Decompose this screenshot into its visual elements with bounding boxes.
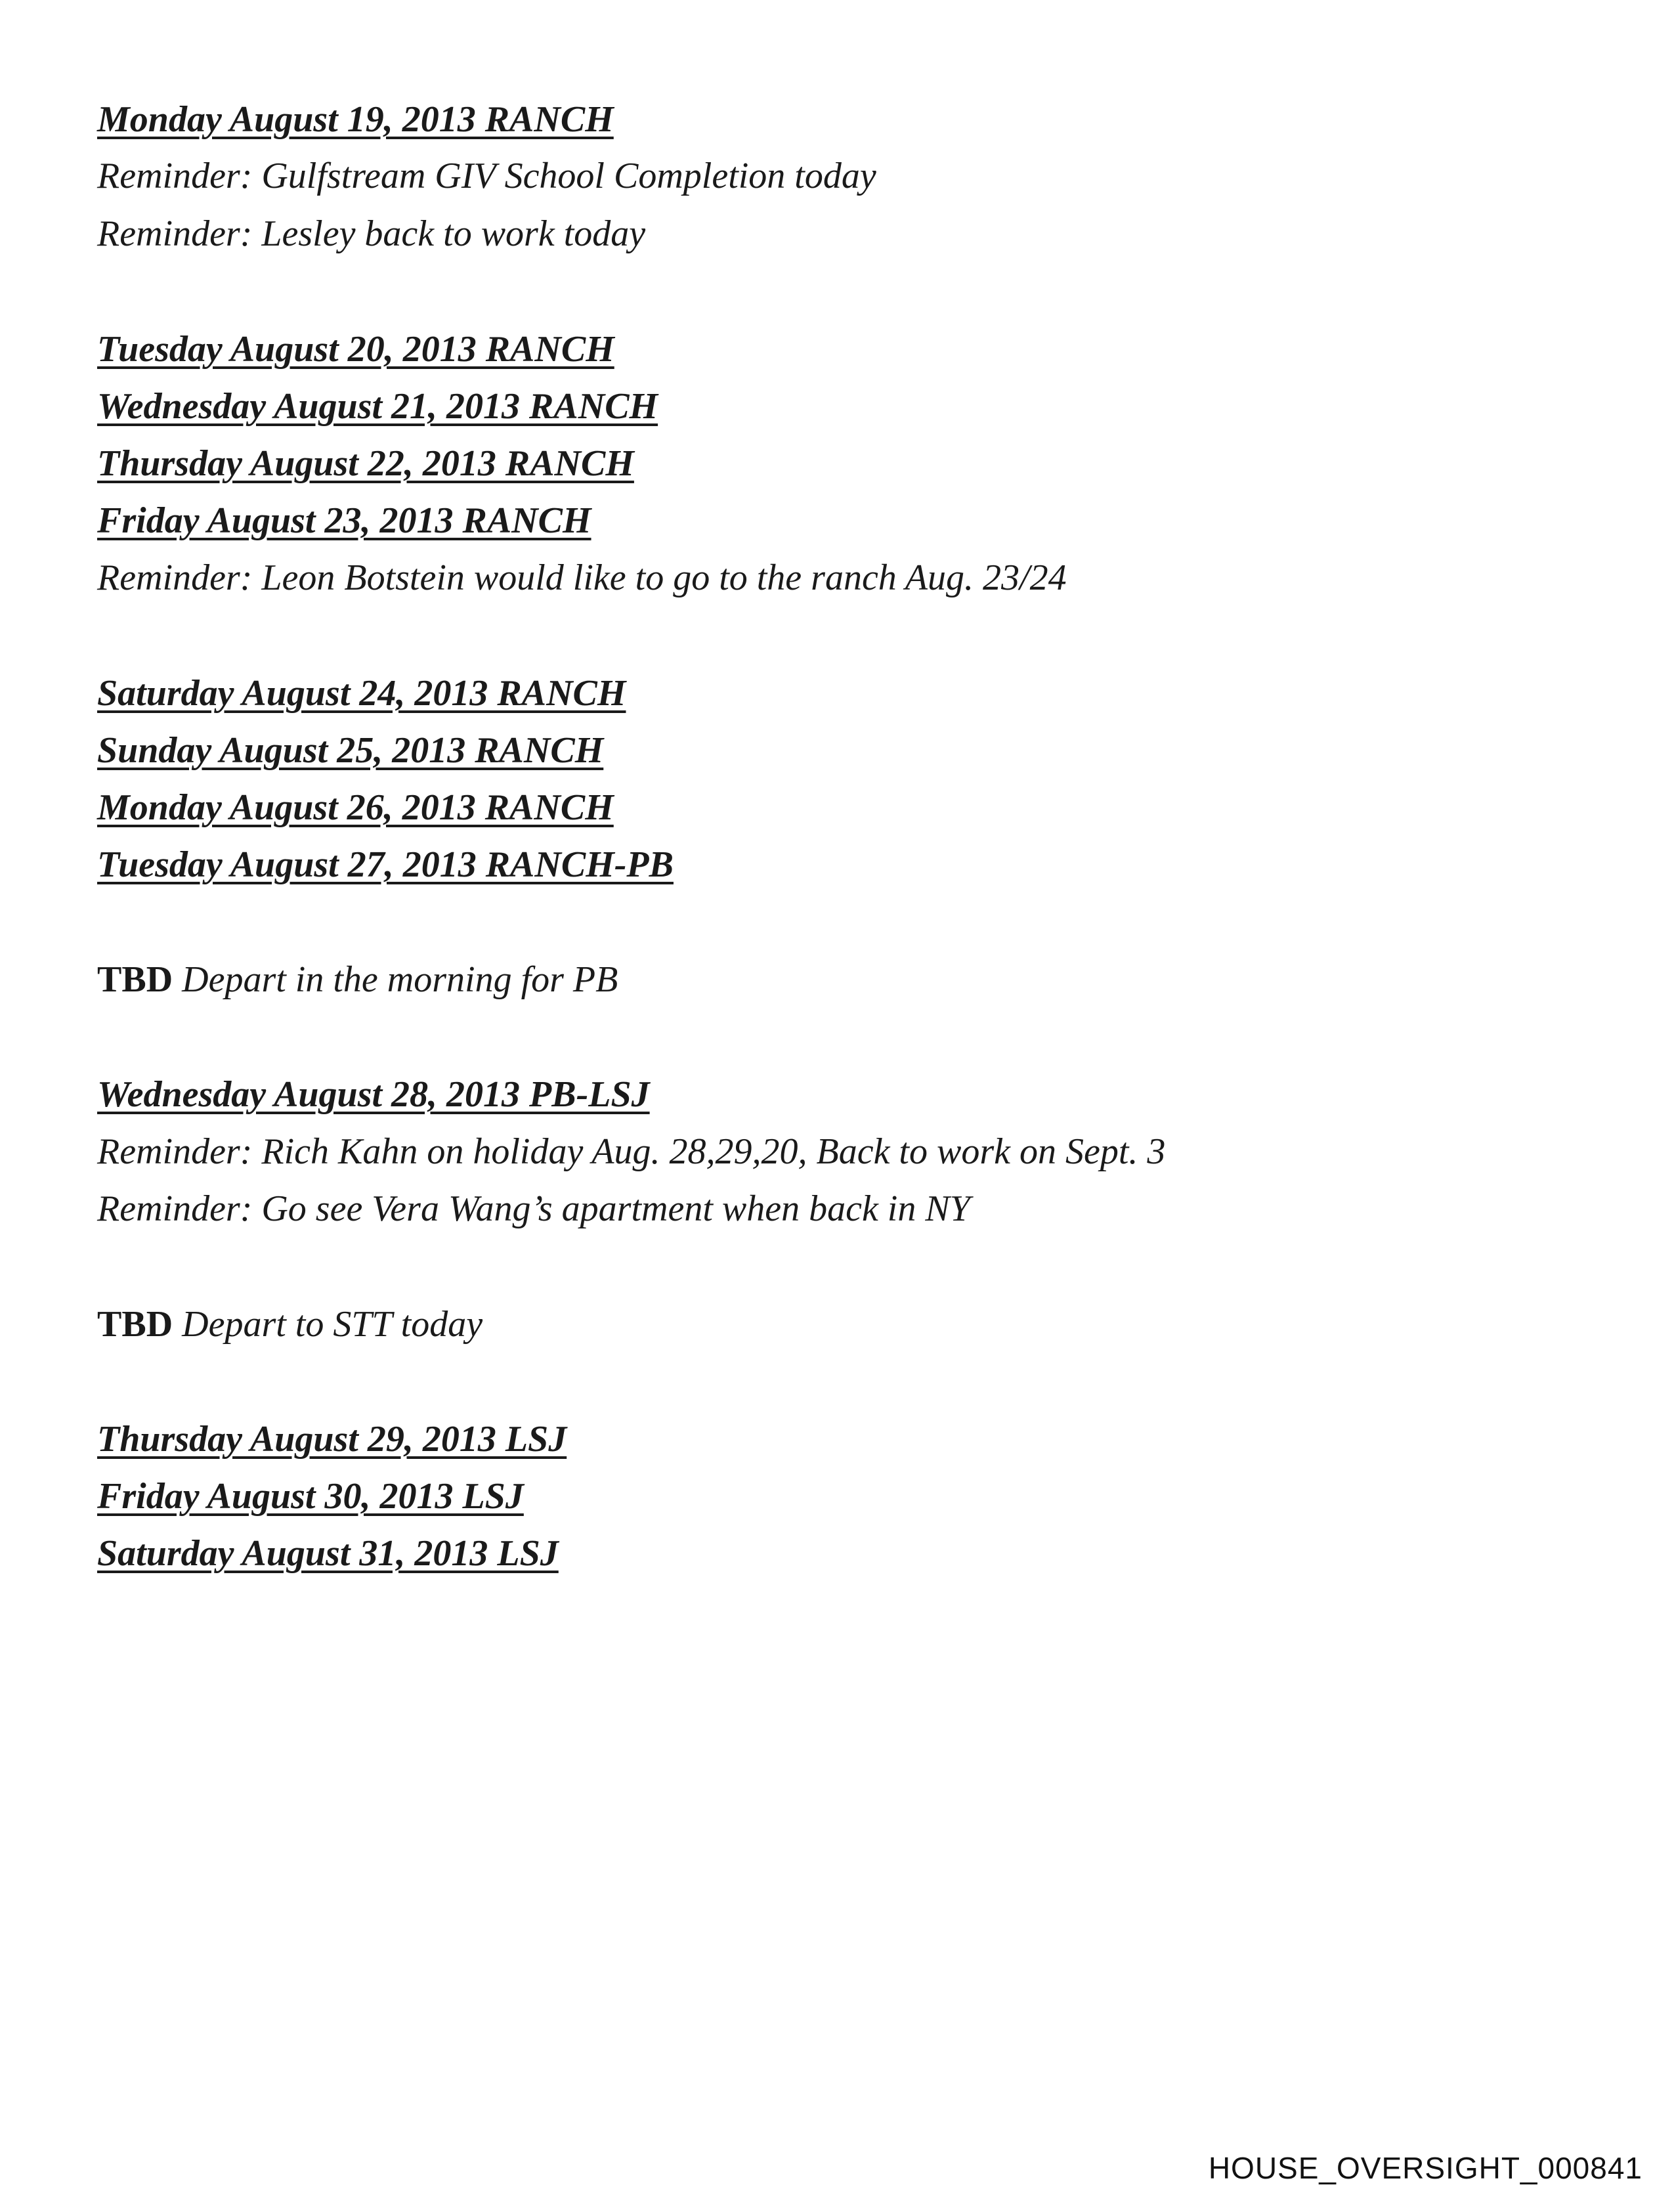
day-heading-aug-25: Sunday August 25, 2013 RANCH (97, 730, 604, 771)
day-heading-aug-20: Tuesday August 20, 2013 RANCH (97, 329, 614, 370)
day-heading-aug-22: Thursday August 22, 2013 RANCH (97, 443, 634, 484)
reminder-lesley: Reminder: Lesley back to work today (97, 213, 646, 254)
day-heading-aug-26: Monday August 26, 2013 RANCH (97, 787, 614, 828)
bates-number: HOUSE_OVERSIGHT_000841 (1208, 2151, 1642, 2185)
day-heading-aug-28: Wednesday August 28, 2013 PB-LSJ (97, 1074, 650, 1115)
reminder-leon-botstein: Reminder: Leon Botstein would like to go to the ranch Aug. 23/24 (97, 557, 1067, 598)
day-heading-aug-29: Thursday August 29, 2013 LSJ (97, 1419, 567, 1460)
day-heading-aug-19: Monday August 19, 2013 RANCH (97, 99, 614, 140)
day-heading-aug-30: Friday August 30, 2013 LSJ (97, 1476, 524, 1517)
tbd-label: TBD (97, 1304, 173, 1345)
reminder-rich-kahn: Reminder: Rich Kahn on holiday Aug. 28,29,20, Back to work on Sept. 3 (97, 1131, 1166, 1172)
tbd-text: Depart to STT today (173, 1304, 483, 1345)
reminder-vera-wang: Reminder: Go see Vera Wang’s apartment when back in NY (97, 1188, 970, 1229)
day-heading-aug-23: Friday August 23, 2013 RANCH (97, 500, 591, 541)
day-heading-aug-21: Wednesday August 21, 2013 RANCH (97, 386, 658, 427)
day-heading-aug-24: Saturday August 24, 2013 RANCH (97, 673, 626, 714)
day-heading-aug-27: Tuesday August 27, 2013 RANCH-PB (97, 844, 674, 885)
day-heading-aug-31: Saturday August 31, 2013 LSJ (97, 1533, 559, 1574)
reminder-gulfstream: Reminder: Gulfstream GIV School Completion today (97, 156, 876, 196)
tbd-text: Depart in the morning for PB (173, 959, 618, 1000)
tbd-depart-pb (97, 959, 618, 1001)
tbd-label: TBD (97, 959, 173, 1000)
tbd-depart-stt (97, 1303, 483, 1345)
